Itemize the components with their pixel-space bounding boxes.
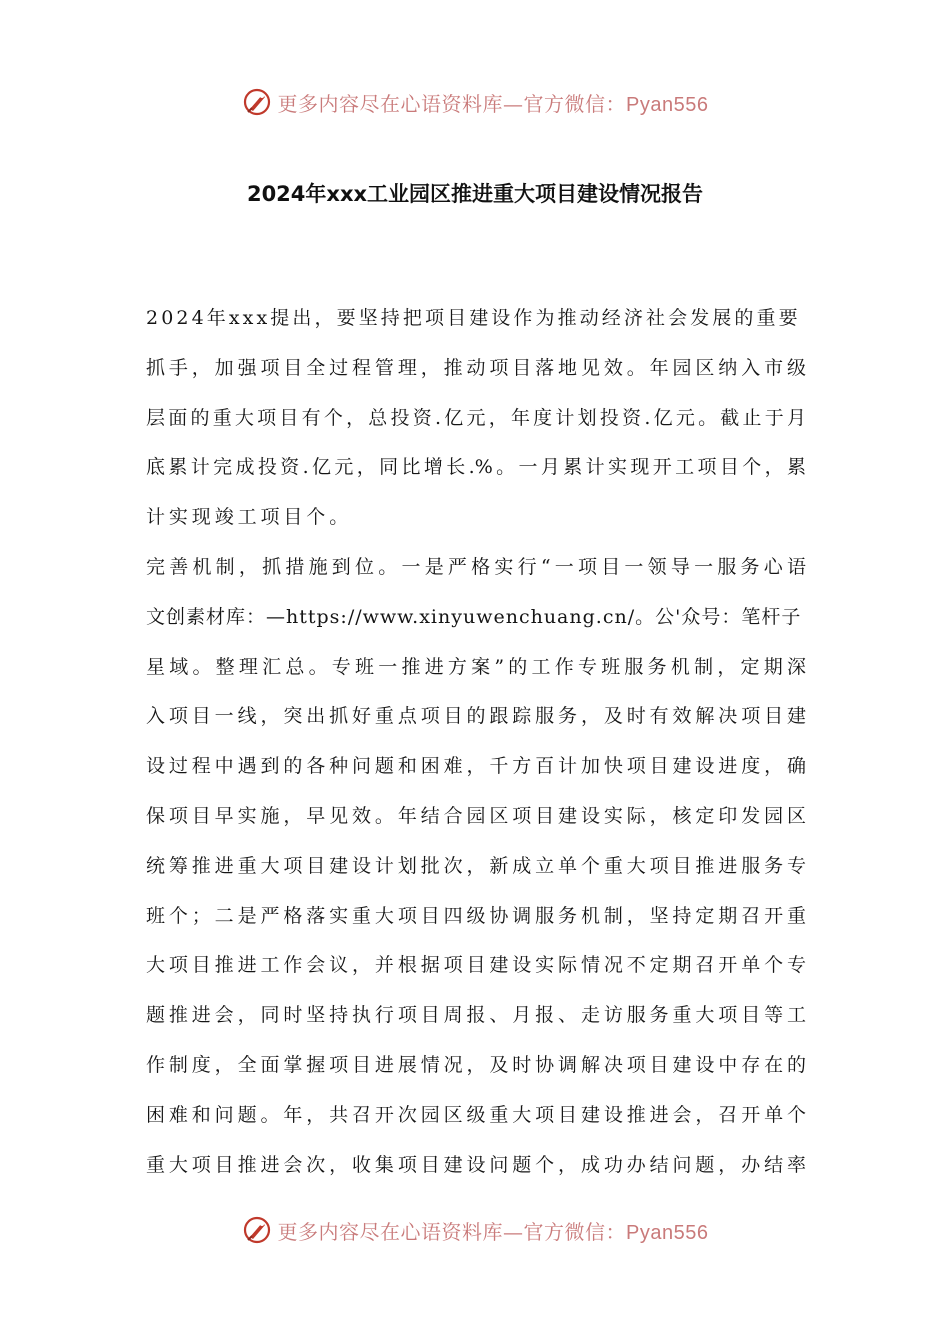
body-line: 入项目一线，突出抓好重点项目的跟踪服务，及时有效解决项目建: [146, 705, 806, 728]
footer-banner: [0, 1210, 950, 1250]
document-title: 2024年xxx工业园区推进重大项目建设情况报告: [246, 182, 704, 206]
body-line: 层面的重大项目有个，总投资.亿元，年度计划投资.亿元。截止于月: [146, 406, 806, 429]
wechat-id: Pyan556: [626, 1221, 709, 1244]
body-line: 计实现竣工项目个。: [146, 506, 353, 529]
banner-slogan: 更多内容尽在心语资料库—官方微信：: [277, 1219, 627, 1244]
body-line: 保项目早实施，早见效。年结合园区项目建设实际，核定印发园区: [146, 804, 806, 827]
document-body: [146, 294, 806, 1190]
banner-text: [278, 1216, 709, 1245]
body-line: 底累计完成投资.亿元，同比增长.%。一月累计实现开工项目个，累: [146, 456, 806, 479]
quill-pen-logo-icon: [242, 87, 272, 117]
body-line: 题推进会，同时坚持执行项目周报、月报、走访服务重大项目等工: [146, 1004, 806, 1027]
body-line: 困难和问题。年，共召开次园区级重大项目建设推进会，召开单个: [146, 1103, 806, 1126]
header-banner: [0, 82, 950, 122]
body-line: 文创素材库：—https://www.xinyuwenchuang.cn/。公'众号：笔杆子: [146, 605, 802, 628]
body-line: 重大项目推进会次，收集项目建设问题个，成功办结问题，办结率: [146, 1153, 806, 1176]
body-line: 大项目推进工作会议，并根据项目建设实际情况不定期召开单个专: [146, 954, 806, 977]
body-line: 作制度，全面掌握项目进展情况，及时协调解决项目建设中存在的: [146, 1053, 806, 1076]
body-line: 完善机制，抓措施到位。一是严格实行“一项目一领导一服务心语: [146, 555, 806, 578]
body-line: 统筹推进重大项目建设计划批次，新成立单个重大项目推进服务专: [146, 854, 806, 877]
quill-pen-logo-icon: [242, 1215, 272, 1245]
body-line: 设过程中遇到的各种问题和困难，千方百计加快项目建设进度，确: [146, 755, 806, 778]
banner-slogan: 更多内容尽在心语资料库—官方微信：: [277, 91, 627, 116]
body-line: 星域。整理汇总。专班一推进方案”的工作专班服务机制，定期深: [146, 655, 806, 678]
body-line: 抓手，加强项目全过程管理，推动项目落地见效。年园区纳入市级: [146, 356, 806, 379]
wechat-id: Pyan556: [626, 93, 709, 116]
body-line: 2024年xxx提出，要坚持把项目建设作为推动经济社会发展的重要: [146, 307, 801, 329]
banner-text: [278, 88, 709, 117]
body-line: 班个；二是严格落实重大项目四级协调服务机制，坚持定期召开重: [146, 904, 806, 927]
